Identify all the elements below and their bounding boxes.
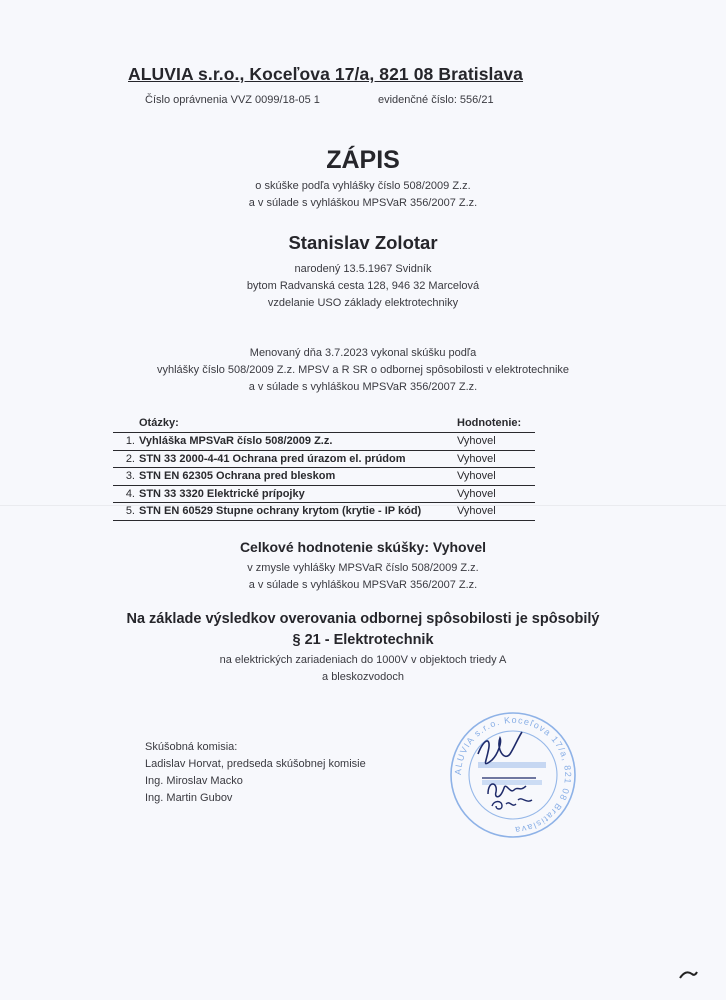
- qualification-scope-2: a bleskozvodoch: [322, 671, 404, 683]
- intro-line-2: vyhlášky číslo 508/2009 Z.z. MPSV a R SR o odbornej spôsobilosti v elektrotechnike: [156, 364, 570, 376]
- question-number: 4.: [113, 485, 139, 503]
- committee-label: Skúšobná komisia:: [145, 741, 238, 753]
- question-result: Vyhovel: [449, 468, 535, 486]
- question-text: STN EN 62305 Ochrana pred bleskom: [139, 468, 449, 486]
- question-result: Vyhovel: [449, 503, 535, 521]
- questions-table: [113, 416, 535, 521]
- qualification-line-1: Na základe výsledkov overovania odbornej spôsobilosti je spôsobilý: [126, 611, 600, 627]
- question-result: Vyhovel: [449, 485, 535, 503]
- qualification-line-2: § 21 - Elektrotechnik: [292, 632, 434, 648]
- document-title: ZÁPIS: [326, 146, 400, 174]
- question-result: Vyhovel: [449, 450, 535, 468]
- committee-member: Ing. Miroslav Macko: [145, 775, 243, 787]
- question-result: Vyhovel: [449, 433, 535, 451]
- license-number: Číslo oprávnenia VVZ 0099/18-05 1: [145, 94, 320, 106]
- question-number: 2.: [113, 450, 139, 468]
- committee-block: [145, 739, 366, 807]
- overall-result: Celkové hodnotenie skúšky: Vyhovel: [239, 539, 487, 555]
- committee-member: Ing. Martin Gubov: [145, 792, 233, 804]
- subtitle-line-2: a v súlade s vyhláškou MPSVaR 356/2007 Z.z.: [248, 197, 478, 209]
- results-header: Hodnotenie:: [449, 416, 535, 433]
- question-number: 5.: [113, 503, 139, 521]
- person-name: Stanislav Zolotar: [288, 232, 438, 253]
- person-education: vzdelanie USO základy elektrotechniky: [267, 297, 459, 309]
- company-header: ALUVIA s.r.o., Koceľova 17/a, 821 08 Bratislava: [128, 64, 524, 84]
- table-row: [113, 468, 535, 486]
- person-born: narodený 13.5.1967 Svidník: [294, 263, 432, 275]
- ink-mark: [678, 968, 698, 982]
- table-row: [113, 503, 535, 521]
- person-address: bytom Radvanská cesta 128, 946 32 Marcelová: [246, 280, 480, 292]
- qualification-scope-1: na elektrických zariadeniach do 1000V v objektoch triedy A: [219, 654, 507, 666]
- subtitle-line-1: o skúške podľa vyhlášky číslo 508/2009 Z.z.: [255, 180, 471, 192]
- intro-line-3: a v súlade s vyhláškou MPSVaR 356/2007 Z.z.: [248, 381, 478, 393]
- question-text: STN 33 3320 Elektrické prípojky: [139, 485, 449, 503]
- committee-member: Ladislav Horvat, predseda skúšobnej komisie: [145, 758, 366, 770]
- round-stamp-with-signatures: [448, 708, 578, 843]
- questions-header: Otázky:: [139, 416, 449, 433]
- question-text: Vyhláška MPSVaR číslo 508/2009 Z.z.: [139, 433, 449, 451]
- stamp-ring-text: ALUVIA s.r.o. Koceľova 17/a, 821 08 Bratislava: [452, 714, 574, 836]
- question-number: 3.: [113, 468, 139, 486]
- svg-text:ALUVIA s.r.o. Koceľova 17/a, 8: [453, 715, 573, 835]
- table-row: [113, 485, 535, 503]
- table-row: [113, 433, 535, 451]
- question-text: STN 33 2000-4-41 Ochrana pred úrazom el. prúdom: [139, 450, 449, 468]
- intro-line-1: Menovaný dňa 3.7.2023 vykonal skúšku podľa: [249, 347, 477, 359]
- overall-line-2: a v súlade s vyhláškou MPSVaR 356/2007 Z.z.: [248, 579, 478, 591]
- questions-header-row: [113, 416, 535, 433]
- question-number: 1.: [113, 433, 139, 451]
- record-number: evidenčné číslo: 556/21: [378, 94, 494, 106]
- question-text: STN EN 60529 Stupne ochrany krytom (krytie - IP kód): [139, 503, 449, 521]
- overall-line-1: v zmysle vyhlášky MPSVaR číslo 508/2009 Z.z.: [247, 562, 479, 574]
- table-row: [113, 450, 535, 468]
